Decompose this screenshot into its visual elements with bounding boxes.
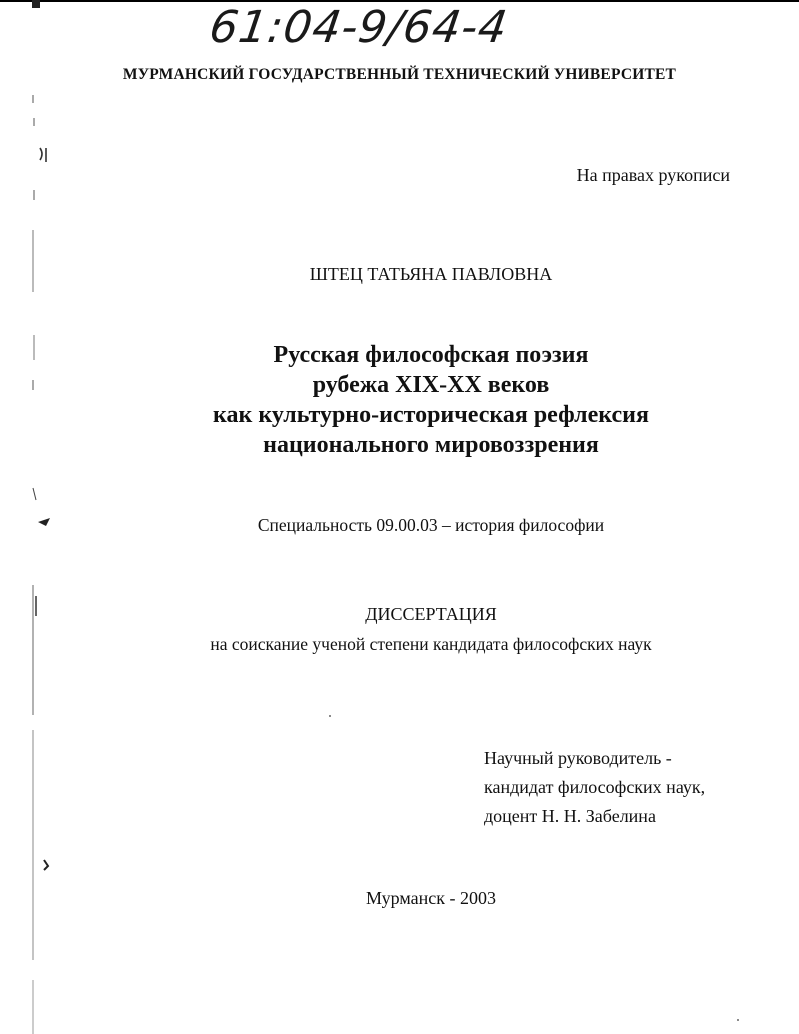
manuscript-rights-note: На правах рукописи: [576, 165, 730, 185]
advisor-line: Научный руководитель -: [484, 748, 672, 768]
city-year: Мурманск - 2003: [366, 888, 496, 908]
title-line: Русская философская поэзия: [273, 342, 589, 368]
handwritten-catalog-number: 61:04-9/64-4: [206, 2, 511, 53]
author-name: ШТЕЦ ТАТЬЯНА ПАВЛОВНА: [309, 264, 553, 284]
title-line: как культурно-историческая рефлексия: [213, 402, 649, 428]
title-line: национального мировоззрения: [263, 432, 599, 458]
dissertation-title: [0, 340, 799, 460]
university-name: МУРМАНСКИЙ ГОСУДАРСТВЕННЫЙ ТЕХНИЧЕСКИЙ УНИВЕРСИТЕТ: [122, 66, 677, 83]
specialty: Специальность 09.00.03 – история философии: [257, 515, 605, 535]
scientific-advisor: [484, 744, 705, 831]
advisor-line: доцент Н. Н. Забелина: [484, 806, 656, 826]
dissertation-purpose: на соискание ученой степени кандидата философских наук: [210, 634, 652, 654]
title-line: рубежа XIX-XX веков: [312, 372, 550, 398]
dissertation-label: ДИССЕРТАЦИЯ: [365, 604, 497, 624]
advisor-line: кандидат философских наук,: [484, 777, 706, 797]
